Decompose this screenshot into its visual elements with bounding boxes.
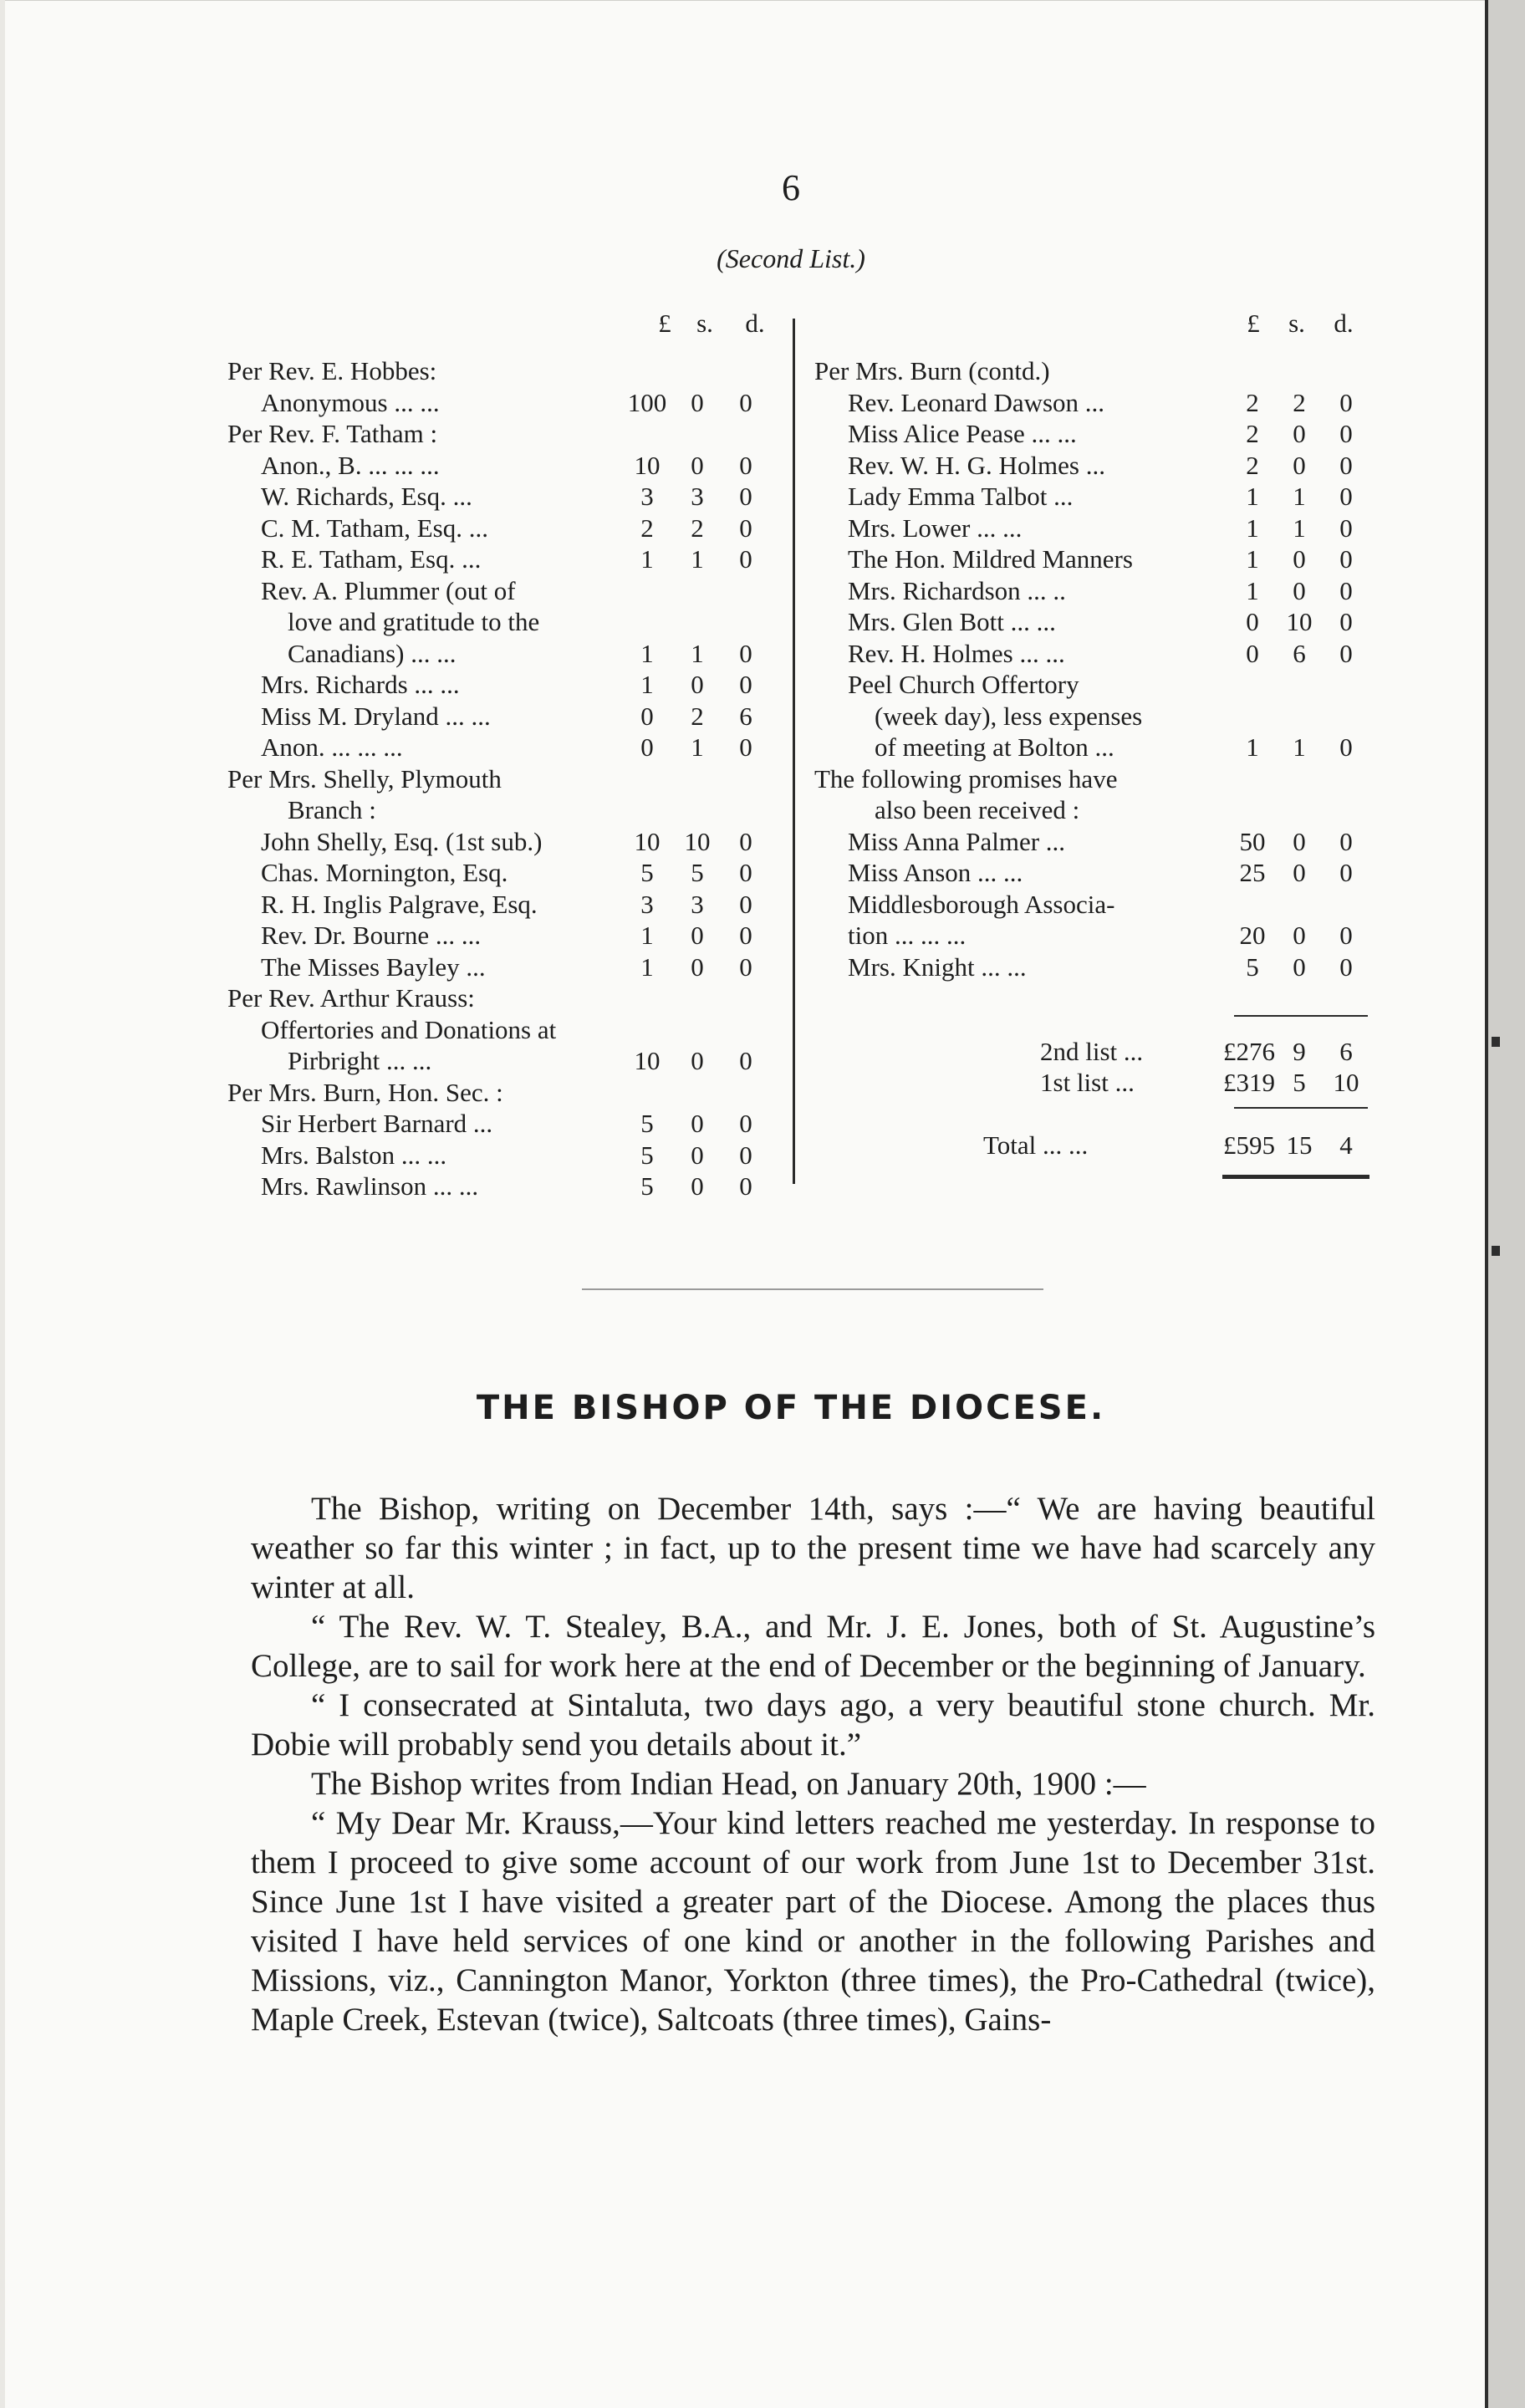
pence-header: d. — [1334, 309, 1354, 338]
pence-value: 4 — [1339, 1130, 1353, 1160]
row-label: The Hon. Mildred Manners — [848, 544, 1133, 574]
pounds-value: 1 — [640, 544, 654, 574]
pounds-value: 2 — [1246, 419, 1259, 448]
row-label: Mrs. Glen Bott ... ... — [848, 607, 1056, 636]
pounds-value: 2 — [640, 513, 654, 543]
row-label: Per Mrs. Burn, Hon. Sec. : — [227, 1077, 503, 1107]
row-label: John Shelly, Esq. (1st sub.) — [261, 826, 543, 856]
pence-value: 0 — [739, 387, 752, 417]
pounds-value: 5 — [1246, 951, 1259, 982]
shillings-value: 0 — [691, 670, 704, 699]
row-label: The Misses Bayley ... — [261, 951, 486, 982]
row-label: Pirbright ... ... — [288, 1046, 432, 1075]
edge-mark — [1492, 1246, 1500, 1256]
pence-value: 0 — [1339, 858, 1353, 887]
pounds-value: 5 — [640, 1109, 654, 1138]
row-label: Per Mrs. Burn (contd.) — [814, 356, 1050, 385]
shillings-value: 9 — [1293, 1037, 1306, 1066]
shillings-value: 0 — [691, 450, 704, 480]
pence-value: 0 — [739, 670, 752, 699]
pence-value: 10 — [1333, 1068, 1359, 1097]
pence-value: 0 — [1339, 387, 1353, 417]
pounds-header: £ — [658, 309, 671, 338]
shillings-value: 0 — [691, 387, 704, 417]
row-label: Anonymous ... ... — [261, 387, 440, 417]
pounds-value: 50 — [1239, 826, 1266, 856]
shillings-value: 0 — [1293, 951, 1306, 982]
row-label: (week day), less expenses — [875, 701, 1143, 731]
row-label: Branch : — [288, 795, 376, 824]
pence-value: 0 — [1339, 826, 1353, 856]
row-label: Mrs. Balston ... ... — [261, 1140, 447, 1170]
shillings-value: 1 — [1293, 482, 1306, 511]
shillings-value: 0 — [1293, 826, 1306, 856]
pence-value: 0 — [1339, 419, 1353, 448]
row-label: R. E. Tatham, Esq. ... — [261, 544, 482, 574]
row-label: love and gratitude to the — [288, 607, 540, 636]
total-label: 2nd list ... — [1040, 1037, 1144, 1066]
pence-value: 0 — [739, 450, 752, 480]
pence-value: 0 — [739, 1171, 752, 1201]
list-title: (Second List.) — [717, 243, 865, 273]
row-label: Offertories and Donations at — [261, 1014, 557, 1044]
shillings-value: 0 — [691, 951, 704, 982]
pounds-value: 1 — [1246, 513, 1259, 543]
pounds-value: £595 — [1223, 1130, 1275, 1160]
pounds-value: 3 — [640, 889, 654, 919]
pence-value: 0 — [739, 889, 752, 919]
pence-value: 0 — [1339, 575, 1353, 605]
shillings-value: 5 — [691, 858, 704, 887]
section-title: THE BISHOP OF THE DIOCESE. — [476, 1389, 1106, 1427]
pounds-value: 0 — [1246, 607, 1259, 636]
column-divider — [793, 319, 795, 1184]
shillings-value: 0 — [1293, 544, 1306, 574]
row-label: Anon. ... ... ... — [261, 732, 403, 762]
row-label: Per Rev. Arthur Krauss: — [227, 983, 475, 1013]
shillings-value: 0 — [691, 921, 704, 950]
row-label: C. M. Tatham, Esq. ... — [261, 513, 488, 543]
pence-value: 0 — [739, 858, 752, 887]
row-label: Miss Anna Palmer ... — [848, 826, 1066, 856]
pounds-value: 20 — [1239, 921, 1266, 950]
pounds-value: 0 — [640, 732, 654, 762]
pounds-value: 5 — [640, 1140, 654, 1170]
pounds-value: 1 — [640, 670, 654, 699]
pounds-value: 0 — [1246, 638, 1259, 668]
shillings-value: 3 — [691, 889, 704, 919]
pounds-value: 2 — [1246, 387, 1259, 417]
row-label: Miss Anson ... ... — [848, 858, 1023, 887]
paragraph: The Bishop writes from Indian Head, on January 20th, 1900 :— — [311, 1766, 1146, 1802]
pence-value: 0 — [1339, 732, 1353, 762]
shillings-value: 2 — [691, 701, 704, 731]
section-separator — [582, 1288, 1043, 1290]
shillings-value: 10 — [1286, 607, 1313, 636]
pence-value: 0 — [739, 1046, 752, 1075]
row-label: Miss M. Dryland ... ... — [261, 701, 491, 731]
shillings-value: 0 — [691, 1171, 704, 1201]
shillings-value: 1 — [691, 638, 704, 668]
pence-value: 0 — [739, 732, 752, 762]
pounds-value: £276 — [1223, 1037, 1275, 1066]
book-edge — [1485, 0, 1525, 2408]
pence-value: 0 — [1339, 607, 1353, 636]
row-label: Peel Church Offertory — [848, 670, 1079, 699]
shillings-header: s. — [696, 309, 713, 338]
row-label: Per Rev. F. Tatham : — [227, 419, 438, 448]
pence-value: 0 — [739, 513, 752, 543]
shillings-value: 0 — [691, 1140, 704, 1170]
pounds-value: 2 — [1246, 450, 1259, 480]
pence-value: 0 — [739, 951, 752, 982]
pounds-value: 1 — [1246, 575, 1259, 605]
row-label: Mrs. Richards ... ... — [261, 670, 460, 699]
row-label: of meeting at Bolton ... — [875, 732, 1114, 762]
row-label: Mrs. Rawlinson ... ... — [261, 1171, 479, 1201]
pence-value: 0 — [739, 1140, 752, 1170]
row-label: Rev. W. H. G. Holmes ... — [848, 450, 1105, 480]
pence-value: 0 — [1339, 544, 1353, 574]
shillings-value: 0 — [1293, 575, 1306, 605]
shillings-value: 0 — [1293, 419, 1306, 448]
pence-value: 0 — [1339, 638, 1353, 668]
pounds-value: 1 — [1246, 544, 1259, 574]
shillings-value: 1 — [691, 732, 704, 762]
shillings-value: 15 — [1286, 1130, 1313, 1160]
shillings-value: 0 — [1293, 921, 1306, 950]
total-label: 1st list ... — [1040, 1068, 1135, 1097]
shillings-value: 1 — [1293, 513, 1306, 543]
pence-value: 0 — [1339, 951, 1353, 982]
paragraph: “ I consecrated at Sintaluta, two days ago, a very beautiful stone church. Mr. Dobie will probably send you details about it.” — [251, 1687, 1375, 1763]
shillings-value: 0 — [691, 1109, 704, 1138]
pence-value: 0 — [739, 482, 752, 511]
row-label: Rev. A. Plummer (out of — [261, 575, 516, 605]
pounds-value: 100 — [627, 387, 667, 417]
pounds-value: 0 — [640, 701, 654, 731]
shillings-header: s. — [1288, 309, 1305, 338]
row-label: Middlesborough Associa- — [848, 889, 1115, 919]
pounds-value: 10 — [634, 1046, 660, 1075]
row-label: Anon., B. ... ... ... — [261, 450, 440, 480]
pence-value: 0 — [1339, 921, 1353, 950]
pounds-value: 1 — [640, 921, 654, 950]
pounds-value: 3 — [640, 482, 654, 511]
article-body — [251, 1489, 1375, 2039]
document-page — [5, 0, 1485, 2408]
pence-value: 0 — [739, 921, 752, 950]
shillings-value: 0 — [1293, 450, 1306, 480]
shillings-value: 2 — [691, 513, 704, 543]
row-label: Canadians) ... ... — [288, 638, 456, 668]
pence-value: 6 — [739, 701, 752, 731]
pounds-value: 10 — [634, 826, 660, 856]
pounds-value: 25 — [1239, 858, 1266, 887]
row-label: The following promises have — [814, 763, 1118, 793]
shillings-value: 0 — [1293, 858, 1306, 887]
pounds-value: 1 — [640, 951, 654, 982]
pounds-value: £319 — [1223, 1068, 1275, 1097]
row-label: Rev. Leonard Dawson ... — [848, 387, 1105, 417]
pounds-header: £ — [1247, 309, 1260, 338]
pence-value: 6 — [1339, 1037, 1353, 1066]
pence-header: d. — [745, 309, 765, 338]
pounds-value: 10 — [634, 450, 660, 480]
pence-value: 0 — [739, 544, 752, 574]
edge-mark — [1492, 1037, 1500, 1047]
row-label: Mrs. Lower ... ... — [848, 513, 1023, 543]
pence-value: 0 — [1339, 513, 1353, 543]
shillings-value: 1 — [691, 544, 704, 574]
pounds-value: 1 — [640, 638, 654, 668]
pounds-value: 1 — [1246, 732, 1259, 762]
shillings-value: 6 — [1293, 638, 1306, 668]
row-label: also been received : — [875, 795, 1080, 824]
row-label: R. H. Inglis Palgrave, Esq. — [261, 889, 538, 919]
row-label: Per Rev. E. Hobbes: — [227, 356, 437, 385]
row-label: W. Richards, Esq. ... — [261, 482, 472, 511]
row-label: Chas. Mornington, Esq. — [261, 858, 508, 887]
row-label: Sir Herbert Barnard ... — [261, 1109, 493, 1138]
paragraph: “ The Rev. W. T. Stealey, B.A., and Mr. J. E. Jones, both of St. Augustine’s College, are to sail for work here at the end of December or the beginning of January. — [251, 1609, 1375, 1684]
subtotal-rule — [1234, 1015, 1368, 1017]
row-label: tion ... ... ... — [848, 921, 967, 950]
row-label: Miss Alice Pease ... ... — [848, 419, 1077, 448]
shillings-value: 10 — [684, 826, 711, 856]
total-label: Total ... ... — [983, 1130, 1089, 1160]
row-label: Lady Emma Talbot ... — [848, 482, 1074, 511]
row-label: Rev. Dr. Bourne ... ... — [261, 921, 482, 950]
pence-value: 0 — [739, 826, 752, 856]
paragraph: The Bishop, writing on December 14th, says :—“ We are having beautiful weather so far this winter ; in fact, up to the present time we have had scarcely any winter at all. — [251, 1491, 1375, 1605]
pence-value: 0 — [1339, 482, 1353, 511]
pounds-value: 1 — [1246, 482, 1259, 511]
pounds-value: 5 — [640, 858, 654, 887]
row-label: Mrs. Richardson ... .. — [848, 575, 1066, 605]
row-label: Rev. H. Holmes ... ... — [848, 638, 1065, 668]
shillings-value: 3 — [691, 482, 704, 511]
pence-value: 0 — [739, 1109, 752, 1138]
shillings-value: 0 — [691, 1046, 704, 1075]
row-label: Per Mrs. Shelly, Plymouth — [227, 763, 502, 793]
paragraph: “ My Dear Mr. Krauss,—Your kind letters reached me yesterday. In response to them I proceed to give some account of our work from June 1st to December 31st. Since June 1st I have visited a greater part of the Diocese. Among the places thus visited I have held services of one kind or another in the following Parishes and Missions, viz., Cannington Manor, Yorkton (three times), the Pro-Cathedral (twice), Maple Creek, Estevan (twice), Saltcoats (three times), Gains- — [251, 1805, 1375, 2038]
pounds-value: 5 — [640, 1171, 654, 1201]
row-label: Mrs. Knight ... ... — [848, 951, 1027, 982]
pence-value: 0 — [739, 638, 752, 668]
shillings-value: 1 — [1293, 732, 1306, 762]
total-double-rule — [1222, 1175, 1369, 1179]
page-number: 6 — [782, 167, 800, 208]
total-top-rule — [1234, 1107, 1368, 1109]
shillings-value: 5 — [1293, 1068, 1306, 1097]
shillings-value: 2 — [1293, 387, 1306, 417]
pence-value: 0 — [1339, 450, 1353, 480]
